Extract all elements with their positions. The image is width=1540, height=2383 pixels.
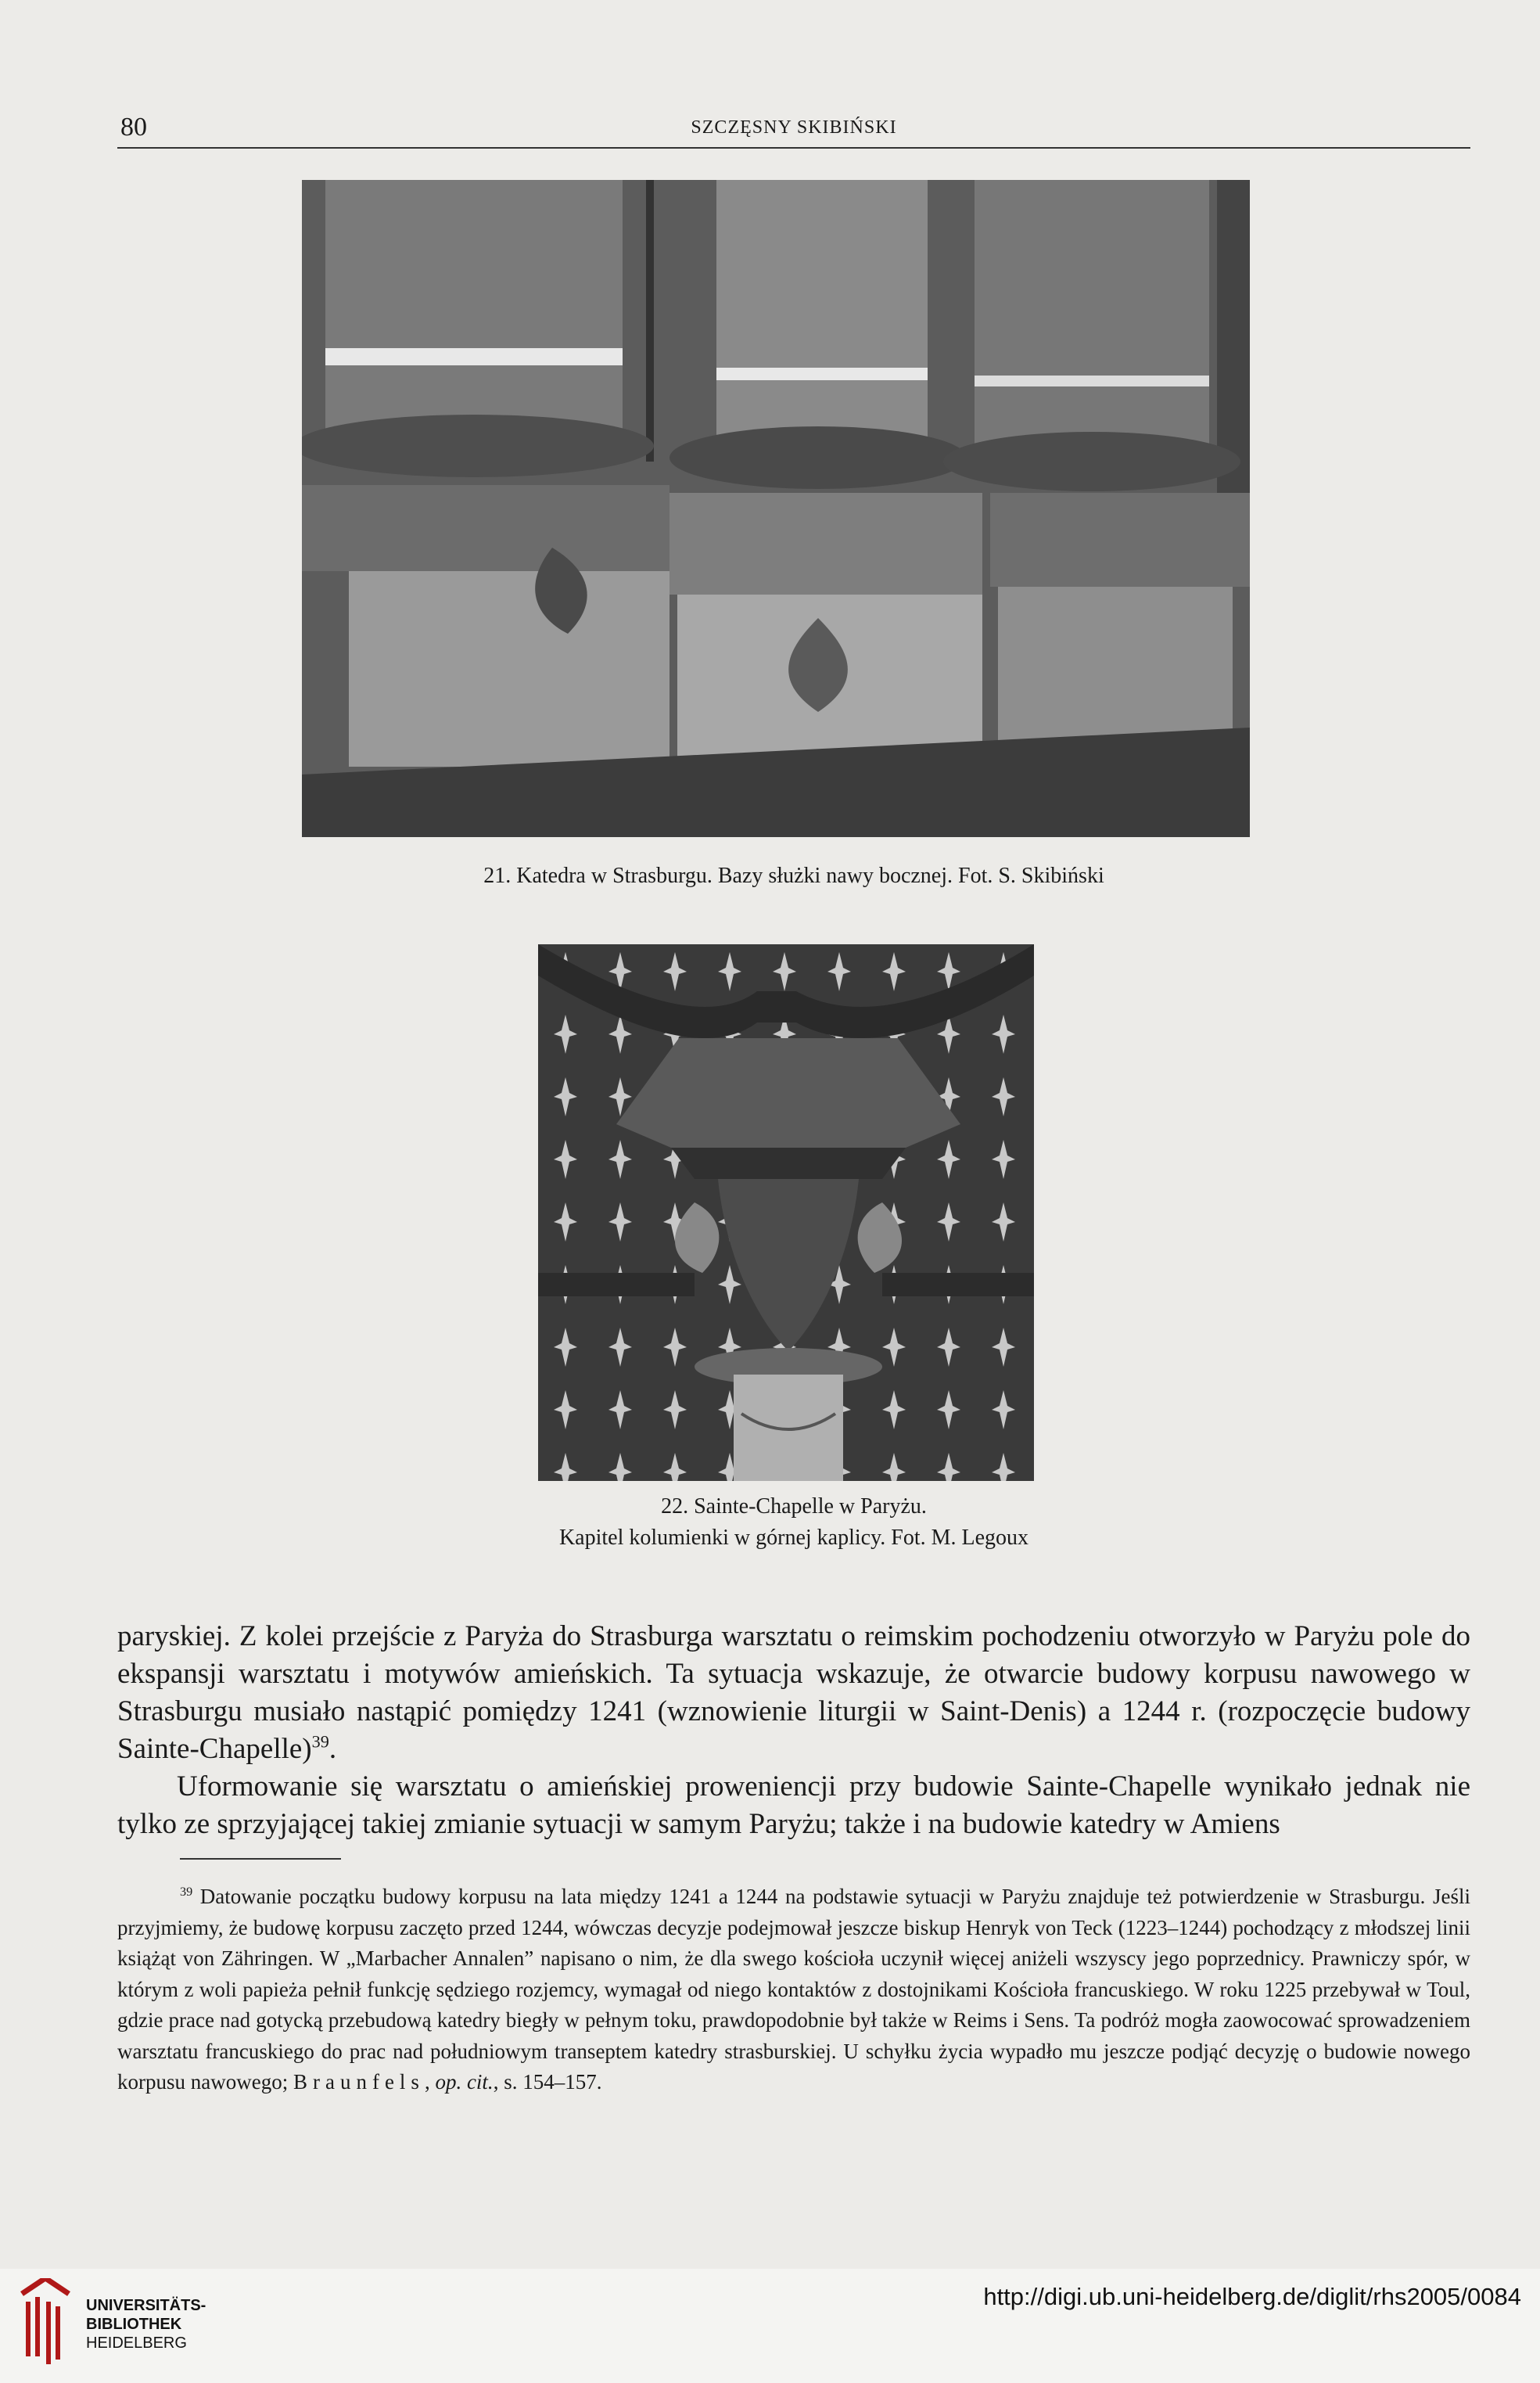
page-header [117,113,1470,149]
paragraph-1-text: paryskiej. Z kolei przejście z Paryża do Strasburga warsztatu o reimskim pochodzeniu otworzyło w Paryżu pole do ekspansji warsztatu i motywów amieńskich. Ta sytuacja wskazuje, że otwarcie budowy korpusu nawowego w Strasburgu musiało nastąpić pomiędzy 1241 (wznowienie liturgii w Saint-Denis) a 1244 r. (rozpoczęcie budowy Sainte-Chapelle) [117,1620,1470,1765]
library-name [86,2296,206,2352]
paragraph [117,1618,1470,1768]
paragraph-2-text: Uformowanie się warsztatu o amieńskiej proweniencji przy budowie Sainte-Chapelle wynikało jednak nie tylko ze sprzyjającej takiej zmianie sytuacji w samym Paryżu; także i na budowie katedry w Amiens [117,1770,1470,1840]
footnote-sep: , [424,2070,436,2094]
footnote-pages: , s. 154–157. [493,2070,602,2094]
figure-22-caption [117,1491,1470,1554]
footnote-divider [180,1858,341,1860]
body-text [117,1618,1470,1843]
figure-22-photo [538,944,1034,1481]
footnote-body: Datowanie początku budowy korpusu na lata między 1241 a 1244 na podstawie sytuacji w Paryżu znajduje też potwierdzenie w Strasburgu. Jeśli przyjmiemy, że budowę korpusu zaczęto przed 1244, wówczas decyzje podejmował jeszcze biskup Henryk von Teck (1223–1244) pochodzący z młodszej linii książąt von Zähringen. W „Marbacher Annalen” napisano o nim, że dla swego kościoła uczynił więcej aniżeli wszyscy jego poprzednicy. Prawniczy spór, w którym z woli papieża pełnił funkcję sędziego rozjemcy, wymagał od niego kontaktów z dostojnikami Kościoła francuskiego. W roku 1225 przebywał w Toul, gdzie prace nad gotycką przebudową katedry biegły w pełnym toku, prawdopodobnie był także w Reims i Sens. Ta podróż mogła zaowocować sprowadzeniem warsztatu francuskiego do prac nad południowym transeptem katedry strasburskiej. U schyłku życia wypadło mu jeszcze podjąć decyzję o budowie nowego korpusu nawowego; [117,1885,1470,2094]
page-number: 80 [120,113,147,142]
running-head: SZCZĘSNY SKIBIŃSKI [691,117,897,138]
source-url[interactable]: http://digi.ub.uni-heidelberg.de/diglit/rhs2005/0084 [983,2283,1521,2310]
figure-22-caption-line1: 22. Sainte-Chapelle w Paryżu. [661,1494,927,1519]
library-line3: HEIDELBERG [86,2334,187,2352]
figure-22-caption-line2: Kapitel kolumienki w górnej kaplicy. Fot. M. Legoux [558,1526,1029,1550]
library-logo-icon [14,2278,77,2366]
library-line2: BIBLIOTHEK [86,2316,182,2333]
library-line1: UNIVERSITÄTS- [86,2297,206,2314]
figure-21-caption: 21. Katedra w Strasburgu. Bazy służki nawy bocznej. Fot. S. Skibiński [483,864,1104,888]
figure-21-photo [302,180,1250,837]
footnote-author: Braunfels [293,2070,425,2094]
footnote-text [117,1882,1470,2098]
footnote-ref: 39 [311,1731,329,1752]
paragraph-1-end: . [328,1733,337,1765]
footnote-39 [117,1882,1470,2098]
footnote-ref-title: op. cit. [435,2070,494,2094]
footnote-number: 39 [180,1885,193,1899]
